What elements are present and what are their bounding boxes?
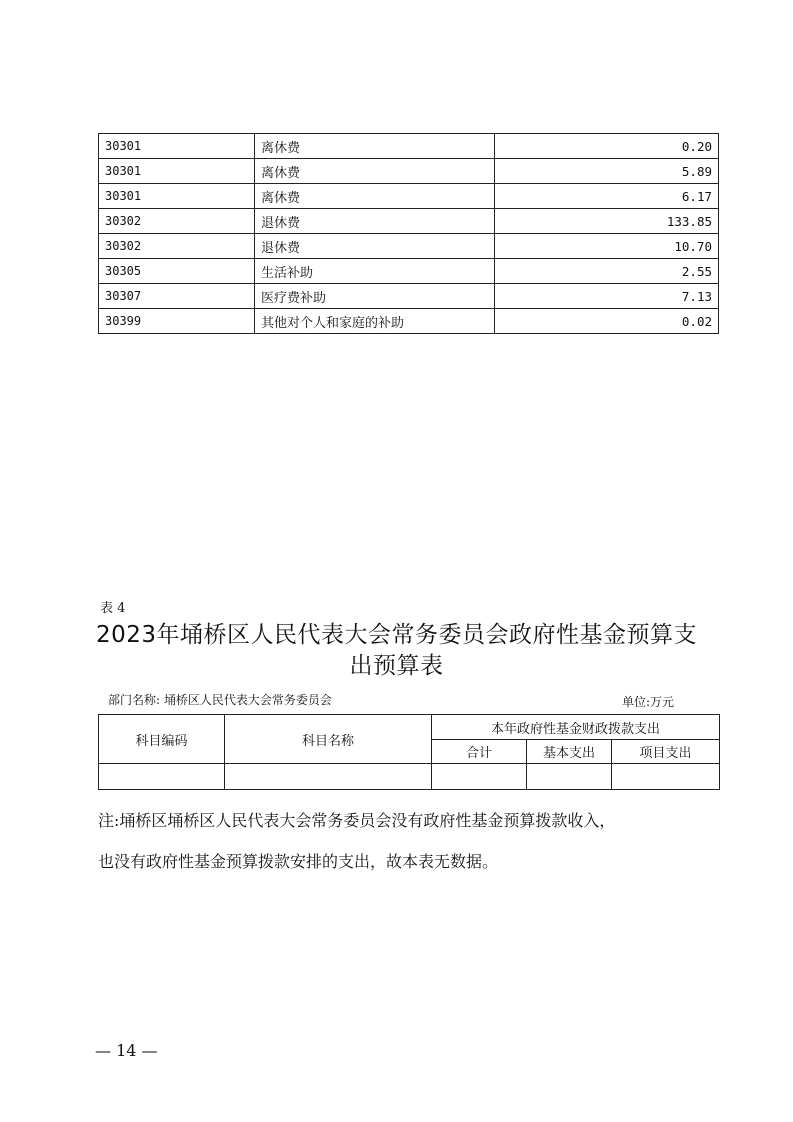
table-row: [99, 284, 719, 309]
subject-name-cell: 离休费: [255, 184, 495, 209]
header-basic-expenditure: 基本支出: [527, 740, 612, 764]
empty-cell: [612, 764, 720, 790]
subject-code-cell: 30305: [99, 259, 255, 284]
note-line-1: 注:埇桥区埇桥区人民代表大会常务委员会没有政府性基金预算拨款收入，: [98, 811, 616, 830]
header-row: [99, 715, 720, 740]
note-line-2: 也没有政府性基金预算拨款安排的支出，故本表无数据。: [98, 852, 499, 871]
amount-cell: 0.20: [495, 134, 719, 159]
subject-name-cell: 医疗费补助: [255, 284, 495, 309]
subject-code-cell: 30307: [99, 284, 255, 309]
table-row: [99, 184, 719, 209]
amount-cell: 7.13: [495, 284, 719, 309]
empty-cell: [99, 764, 225, 790]
amount-cell: 10.70: [495, 234, 719, 259]
subject-name-cell: 生活补助: [255, 259, 495, 284]
page-number: — 14 —: [95, 1041, 158, 1060]
department-name: 部门名称: 埇桥区人民代表大会常务委员会: [108, 693, 332, 707]
subject-code-cell: 30302: [99, 209, 255, 234]
subject-name-cell: 离休费: [255, 159, 495, 184]
unit-label: 单位:万元: [622, 695, 675, 709]
amount-cell: 133.85: [495, 209, 719, 234]
header-subject-name: 科目名称: [225, 715, 432, 764]
amount-cell: 5.89: [495, 159, 719, 184]
title-line-2: 出预算表: [349, 653, 444, 679]
amount-cell: 2.55: [495, 259, 719, 284]
table-row: [99, 134, 719, 159]
table-row: [99, 159, 719, 184]
subject-code-cell: 30399: [99, 309, 255, 334]
amount-cell: 6.17: [495, 184, 719, 209]
table-label: 表 4: [100, 601, 126, 616]
table-row: [99, 259, 719, 284]
header-total: 合计: [432, 740, 527, 764]
subject-name-cell: 退休费: [255, 234, 495, 259]
subject-code-cell: 30301: [99, 134, 255, 159]
header-subject-code: 科目编码: [99, 715, 225, 764]
subject-name-cell: 离休费: [255, 134, 495, 159]
empty-cell: [225, 764, 432, 790]
table-row: [99, 309, 719, 334]
subject-code-cell: 30301: [99, 159, 255, 184]
subject-name-cell: 退休费: [255, 209, 495, 234]
subject-code-cell: 30301: [99, 184, 255, 209]
subject-code-cell: 30302: [99, 234, 255, 259]
empty-data-row: [99, 764, 720, 790]
government-fund-table: [98, 714, 720, 790]
header-fund-expenditure: 本年政府性基金财政拨款支出: [432, 715, 720, 740]
empty-cell: [527, 764, 612, 790]
expense-detail-table: [98, 133, 719, 334]
empty-cell: [432, 764, 527, 790]
subject-name-cell: 其他对个人和家庭的补助: [255, 309, 495, 334]
amount-cell: 0.02: [495, 309, 719, 334]
title-line-1: 2023年埇桥区人民代表大会常务委员会政府性基金预算支: [95, 622, 698, 648]
table-row: [99, 209, 719, 234]
table-row: [99, 234, 719, 259]
page-title: [60, 620, 733, 682]
expense-detail-body: [99, 134, 719, 334]
header-project-expenditure: 项目支出: [612, 740, 720, 764]
